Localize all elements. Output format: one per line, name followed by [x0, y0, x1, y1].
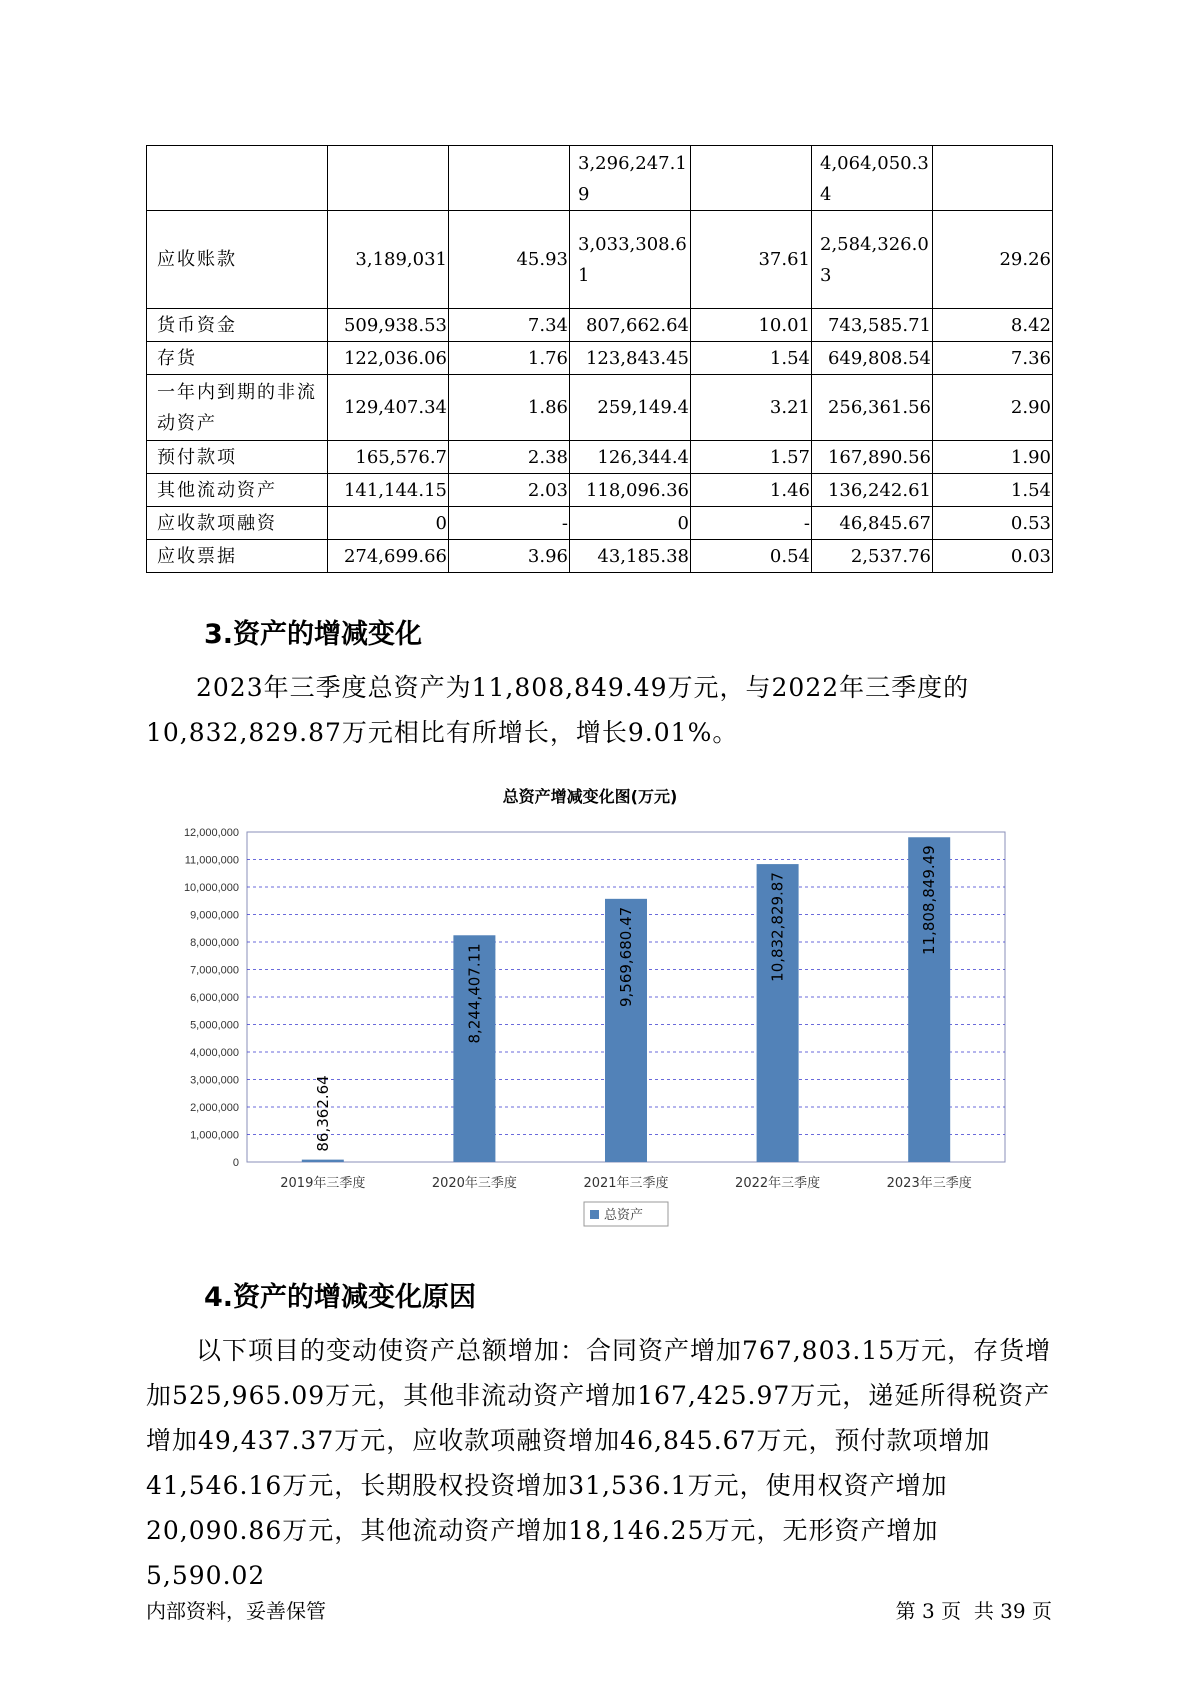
table-cell: 7.34: [449, 309, 570, 342]
table-cell: 256,361.56: [812, 375, 933, 441]
table-row: [147, 540, 1053, 573]
table-row: [147, 474, 1053, 507]
table-cell: [691, 146, 812, 211]
table-cell: 2.90: [933, 375, 1053, 441]
y-tick-label: 1,000,000: [190, 1129, 239, 1142]
table-cell: 807,662.64: [570, 309, 691, 342]
table-row: [147, 342, 1053, 375]
row-label: 应收款项融资: [147, 507, 328, 540]
table-cell: 45.93: [449, 211, 570, 309]
table-row: [147, 375, 1053, 441]
x-category-label: 2022年三季度: [735, 1176, 821, 1191]
y-tick-label: 2,000,000: [190, 1102, 239, 1114]
table-cell: -: [449, 507, 570, 540]
table-row: [147, 441, 1053, 474]
y-tick-label: 8,000,000: [190, 937, 239, 949]
y-tick-label: 12,000,000: [183, 827, 239, 839]
table-cell: 46,845.67: [812, 507, 933, 540]
table-cell: 1.54: [691, 342, 812, 375]
bar: [302, 1160, 344, 1162]
table-cell: 2,584,326.03: [812, 211, 933, 309]
table-cell: 1.57: [691, 441, 812, 474]
asset-structure-table: [146, 145, 1053, 573]
table-cell: 2,537.76: [812, 540, 933, 573]
x-category-label: 2020年三季度: [431, 1176, 517, 1191]
table-cell: 129,407.34: [328, 375, 449, 441]
table-cell: 122,036.06: [328, 342, 449, 375]
y-tick-label: 7,000,000: [190, 964, 239, 977]
table-cell: 3,033,308.61: [570, 211, 691, 309]
chart-legend: [584, 1202, 668, 1226]
row-label: 存货: [147, 342, 328, 375]
table-cell: 743,585.71: [812, 309, 933, 342]
table-cell: 0.54: [691, 540, 812, 573]
table-row: [147, 146, 1053, 211]
y-tick-label: 6,000,000: [190, 992, 239, 1004]
y-tick-label: 4,000,000: [190, 1047, 239, 1059]
total-assets-bar-chart: [150, 782, 1030, 1232]
table-cell: 274,699.66: [328, 540, 449, 573]
table-cell: 3,296,247.19: [570, 146, 691, 211]
table-cell: [933, 146, 1053, 211]
row-label: 应收账款: [147, 211, 328, 309]
footer-page-number: 第 3 页 共 39 页: [895, 1599, 1052, 1623]
table-cell: 649,808.54: [812, 342, 933, 375]
table-cell: 0.53: [933, 507, 1053, 540]
table-cell: 8.42: [933, 309, 1053, 342]
row-label: 一年内到期的非流动资产: [147, 375, 328, 441]
table-cell: 509,938.53: [328, 309, 449, 342]
table-row: [147, 309, 1053, 342]
table-cell: 141,144.15: [328, 474, 449, 507]
table-cell: 0: [570, 507, 691, 540]
legend-swatch: [590, 1210, 599, 1219]
table-cell: 37.61: [691, 211, 812, 309]
y-tick-label: 5,000,000: [190, 1019, 239, 1032]
table-cell: 118,096.36: [570, 474, 691, 507]
section-4-paragraph: 以下项目的变动使资产总额增加：合同资产增加767,803.15万元，存货增加525,965.09万元，其他非流动资产增加167,425.97万元，递延所得税资产增加49,437.37万元，应收款项融资增加46,845.67万元，预付款项增加41,546.16万元，长期股权投资增加31,536.1万元，使用权资产增加20,090.86万元，其他流动资产增加18,146.25万元，无形资产增加5,590.02: [146, 1336, 1052, 1590]
row-label: [147, 146, 328, 211]
y-tick-label: 3,000,000: [190, 1074, 239, 1087]
table-cell: 1.76: [449, 342, 570, 375]
table-cell: 43,185.38: [570, 540, 691, 573]
y-tick-label: 10,000,000: [183, 882, 239, 894]
table-cell: 167,890.56: [812, 441, 933, 474]
bar-data-label: 9,569,680.47: [617, 906, 635, 1008]
y-tick-label: 9,000,000: [190, 909, 239, 922]
table-cell: 2.38: [449, 441, 570, 474]
x-category-label: 2021年三季度: [583, 1176, 669, 1191]
table-cell: 29.26: [933, 211, 1053, 309]
bar-data-label: 8,244,407.11: [465, 943, 484, 1044]
table-cell: 0: [328, 507, 449, 540]
table-cell: 1.90: [933, 441, 1053, 474]
table-cell: 0.03: [933, 540, 1053, 573]
table-cell: 1.86: [449, 375, 570, 441]
table-cell: 4,064,050.34: [812, 146, 933, 211]
row-label: 预付款项: [147, 441, 328, 474]
section-4-heading: 4.资产的增减变化原因: [204, 1282, 477, 1313]
table-cell: 126,344.4: [570, 441, 691, 474]
table-cell: 1.46: [691, 474, 812, 507]
table-cell: 7.36: [933, 342, 1053, 375]
chart-title: 总资产增减变化图(万元): [502, 787, 678, 806]
bar-data-label: 10,832,829.87: [768, 872, 787, 982]
table-cell: 136,242.61: [812, 474, 933, 507]
table-cell: 3.96: [449, 540, 570, 573]
table-cell: 3.21: [691, 375, 812, 441]
section-3-paragraph: 2023年三季度总资产为11,808,849.49万元，与2022年三季度的10,832,829.87万元相比有所增长，增长9.01%。: [146, 673, 970, 747]
row-label: 应收票据: [147, 540, 328, 573]
legend-label: 总资产: [604, 1208, 644, 1223]
table-cell: 10.01: [691, 309, 812, 342]
x-category-label: 2023年三季度: [886, 1176, 972, 1191]
row-label: 货币资金: [147, 309, 328, 342]
table-cell: 3,189,031: [328, 211, 449, 309]
bar-data-label: 11,808,849.49: [920, 845, 939, 956]
y-tick-label: 11,000,000: [184, 854, 239, 867]
bar-data-label: 86,362.64: [313, 1075, 332, 1152]
table-cell: 1.54: [933, 474, 1053, 507]
table-cell: [328, 146, 449, 211]
table-cell: -: [691, 507, 812, 540]
table-cell: 259,149.4: [570, 375, 691, 441]
x-category-label: 2019年三季度: [280, 1176, 366, 1191]
row-label: 其他流动资产: [147, 474, 328, 507]
table-cell: 165,576.7: [328, 441, 449, 474]
table-row: [147, 211, 1053, 309]
table-cell: [449, 146, 570, 211]
table-row: [147, 507, 1053, 540]
table-cell: 123,843.45: [570, 342, 691, 375]
table-cell: 2.03: [449, 474, 570, 507]
footer-confidential-note: 内部资料，妥善保管: [146, 1599, 326, 1623]
y-tick-label: 0: [232, 1157, 239, 1169]
section-3-heading: 3.资产的增减变化: [204, 619, 423, 650]
